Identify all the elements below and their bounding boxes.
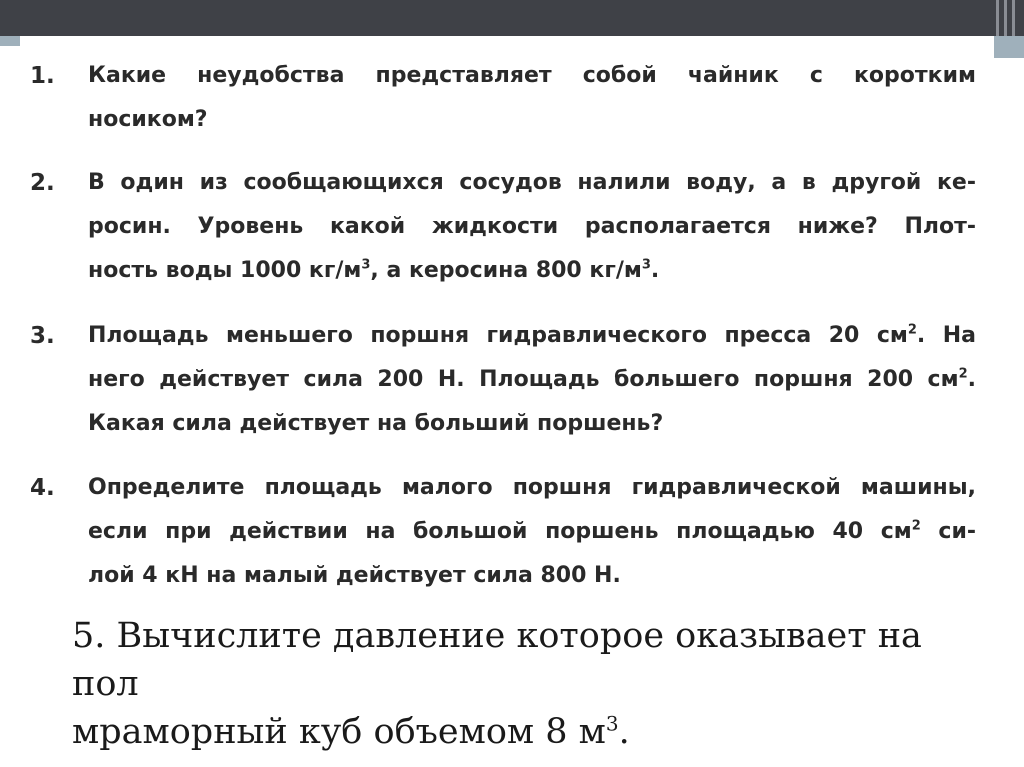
scanned-problem-text [0, 46, 1024, 606]
question-line: В один из сообщающихся сосудов налили воду, а в другой ке- [88, 170, 976, 195]
question-line: Какая сила действует на больший поршень? [88, 411, 664, 436]
question-5-line: 5. Вычислите давление которое оказывает на пол [72, 616, 922, 704]
question-line: Определите площадь малого поршня гидравлической машины, [88, 475, 976, 500]
question-line: Площадь меньшего поршня гидравлического пресса 20 $см^2$. На [88, 322, 976, 348]
question-number: 3. [30, 323, 55, 349]
slide-top-bar [0, 0, 1024, 36]
question-5 [72, 612, 992, 756]
question-line: если при действии на большой поршень площадью 40 $см^2$ си- [88, 518, 976, 544]
question-line: Какие неудобства представляет собой чайник с коротким [88, 63, 976, 88]
question-number: 1. [30, 63, 55, 89]
question-line: лой 4 кН на малый действует сила 800 Н. [88, 563, 621, 588]
question-5-line: мраморный куб объемом 8 $м^3$. [72, 711, 630, 752]
question-line: носиком? [88, 107, 208, 132]
question-line: ность воды 1000 $кг/м^3$, а керосина 800 $кг/м^3$. [88, 257, 660, 283]
question-line: росин. Уровень какой жидкости располагается ниже? Плот- [88, 214, 976, 239]
question-number: 4. [30, 475, 55, 501]
question-number: 2. [30, 170, 55, 196]
question-line: него действует сила 200 Н. Площадь большего поршня 200 $см^2$. [88, 366, 976, 392]
corner-stripe [996, 0, 999, 36]
corner-stripe [1012, 0, 1015, 36]
corner-stripe [1004, 0, 1007, 36]
top-bar-accent [0, 36, 20, 46]
